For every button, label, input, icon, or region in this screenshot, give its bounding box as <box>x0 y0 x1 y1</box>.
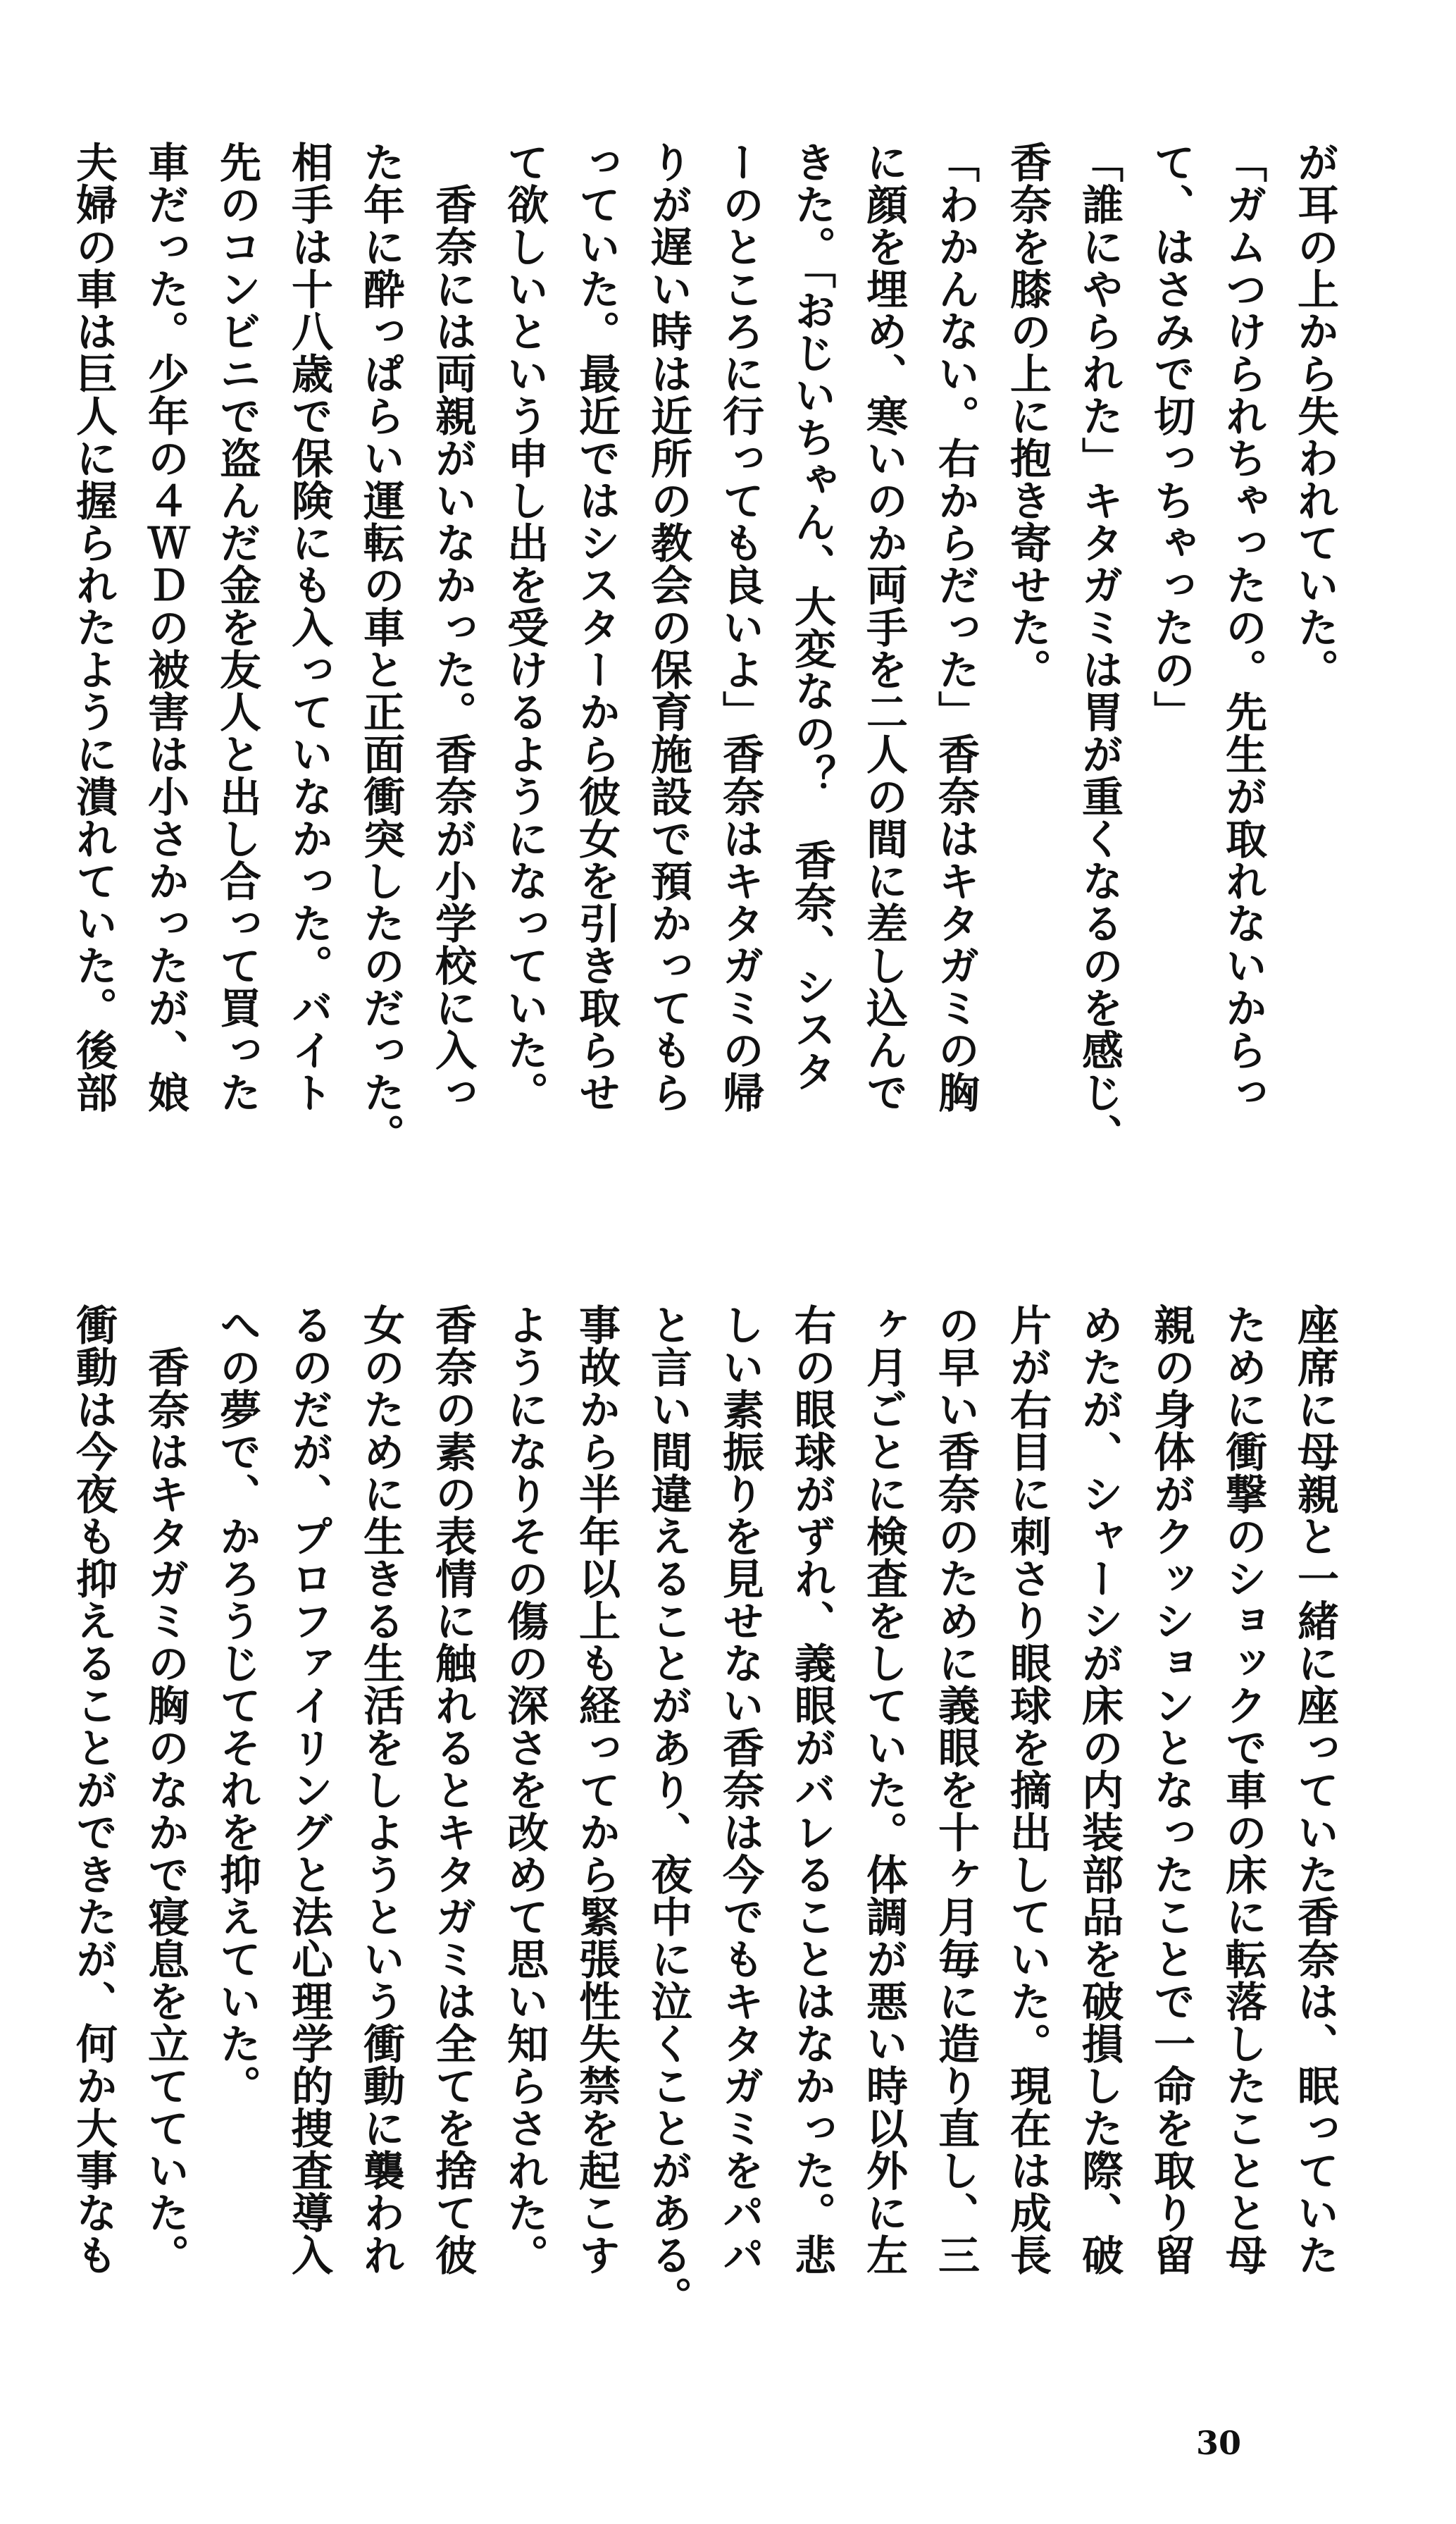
lower-text-line: 香奈はキタガミの胸のなかで寝息を立てていた。 <box>141 1304 189 2276</box>
upper-text-line: 香奈を膝の上に抱き寄せた。 <box>1003 141 1052 691</box>
lower-text-line: ために衝撃のショックで車の床に転落したことと母 <box>1219 1304 1267 2276</box>
page-number: 30 <box>1196 2424 1242 2462</box>
upper-text-line: 「わかんない。右からだった」香奈はキタガミの胸 <box>931 141 980 1113</box>
upper-text-line: っていた。最近ではシスターから彼女を引き取らせ <box>572 141 621 1113</box>
lower-text-line: 事故から半年以上も経ってから緊張性失禁を起こす <box>572 1304 621 2276</box>
lower-text-line: 右の眼球がずれ、義眼がバレることはなかった。悲 <box>788 1304 836 2276</box>
upper-text-line: て欲しいという申し出を受けるようになっていた。 <box>500 141 549 1113</box>
upper-text-line: りが遅い時は近所の教会の保育施設で預かってもら <box>644 141 692 1113</box>
lower-text-line: 親の身体がクッションとなったことで一命を取り留 <box>1147 1304 1195 2276</box>
lower-text-line: ヶ月ごとに検査をしていた。体調が悪い時以外に左 <box>859 1304 908 2276</box>
upper-text-block <box>57 141 1350 1240</box>
upper-text-line: 「ガムつけられちゃったの。先生が取れないからっ <box>1219 141 1267 1113</box>
lower-text-line: への夢で、かろうじてそれを抑えていた。 <box>213 1304 261 2107</box>
upper-text-line: 先のコンビニで盗んだ金を友人と出し合って買った <box>213 141 261 1113</box>
lower-text-line: るのだが、プロファイリングと法心理学的捜査導入 <box>285 1304 333 2276</box>
lower-text-line: 香奈の素の表情に触れるとキタガミは全てを捨て彼 <box>428 1304 477 2276</box>
upper-text-line: 「誰にやられた」キタガミは胃が重くなるのを感じ、 <box>1075 141 1124 1156</box>
upper-text-line: に顔を埋め、寒いのか両手を二人の間に差し込んで <box>859 141 908 1113</box>
upper-text-line: ーのところに行っても良いよ」香奈はキタガミの帰 <box>716 141 764 1113</box>
lower-text-line: と言い間違えることがあり、夜中に泣くことがある。 <box>644 1304 692 2318</box>
upper-text-line: が耳の上から失われていた。 <box>1290 141 1339 691</box>
upper-text-line: た年に酔っぱらい運転の車と正面衝突したのだった。 <box>356 141 405 1156</box>
upper-text-line: 夫婦の車は巨人に握られたように潰れていた。後部 <box>69 141 118 1113</box>
lower-text-line: 座席に母親と一緒に座っていた香奈は、眠っていた <box>1290 1304 1339 2276</box>
lower-text-line: 片が右目に刺さり眼球を摘出していた。現在は成長 <box>1003 1304 1052 2276</box>
lower-text-line: めたが、シャーシが床の内装部品を破損した際、破 <box>1075 1304 1124 2276</box>
upper-text-line: 車だった。少年の４ＷＤの被害は小さかったが、娘 <box>141 141 189 1113</box>
lower-text-line: しい素振りを見せない香奈は今でもキタガミをパパ <box>716 1304 764 2276</box>
lower-text-line: の早い香奈のために義眼を十ヶ月毎に造り直し、三 <box>931 1304 980 2276</box>
lower-text-line: 女のために生きる生活をしようという衝動に襲われ <box>356 1304 405 2276</box>
upper-text-line: 相手は十八歳で保険にも入っていなかった。バイト <box>285 141 333 1113</box>
upper-text-line: きた。「おじいちゃん、大変なの？ 香奈、シスタ <box>788 141 836 1093</box>
upper-text-line: て、はさみで切っちゃったの」 <box>1147 141 1195 733</box>
lower-text-block <box>57 1304 1350 2403</box>
upper-text-line: 香奈には両親がいなかった。香奈が小学校に入っ <box>428 141 477 1113</box>
lower-text-line: 衝動は今夜も抑えることができたが、何か大事なも <box>69 1304 118 2276</box>
lower-text-line: ようになりその傷の深さを改めて思い知らされた。 <box>500 1304 549 2276</box>
